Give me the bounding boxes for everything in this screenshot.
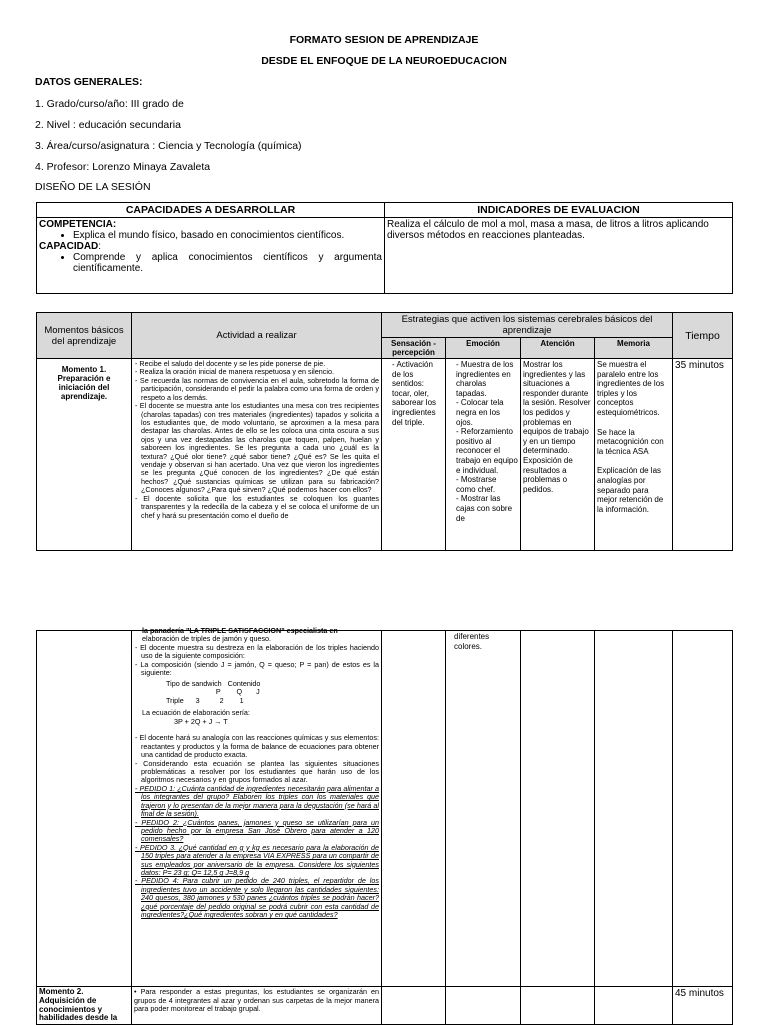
session-table-continued xyxy=(36,626,733,1025)
atencion-cell: Mostrar los ingredientes y las situaciones a responder durante la sesión. Resolver los pedidos y problemas en equipos de trabajo y en un tiempo determinado. Exposición de resultados a problemas o pedidos. xyxy=(521,359,595,551)
memoria-cell xyxy=(595,359,673,551)
ecuacion-label: La ecuación de elaboración sería: xyxy=(142,708,250,718)
grado-line: 1. Grado/curso/año: III grado de xyxy=(35,98,184,110)
memoria-text-2: Se hace la metacognición con la técnica ASA xyxy=(597,427,664,456)
pedido-3: - PEDIDO 3. ¿Qué cantidad en g y kg es necesario para la elaboración de 150 triples para atender a la empresa VIA EXPRESS para un compartir de sus empleados por aniversario de la empresa. Considere los siguientes datos: P= 23 g; Q= 12,5 g J=8,9 g xyxy=(141,844,379,878)
page-title: FORMATO SESION DE APRENDIZAJE xyxy=(289,34,479,46)
emocion-continued: diferentes colores. xyxy=(454,632,490,651)
activity-continued-line: elaboración de triples de jamón y queso. xyxy=(142,634,272,644)
activity-item: - Realiza la oración inicial de manera respetuosa y en silencio. xyxy=(141,368,379,376)
general-heading: DATOS GENERALES: xyxy=(35,76,143,88)
session-table xyxy=(36,312,733,551)
sensacion-item: - Activación de los sentidos: tocar, oler, saborear los ingredientes del triple. xyxy=(392,360,443,427)
capacidad-colon: : xyxy=(98,241,102,252)
memoria-header: Memoria xyxy=(595,338,673,359)
momentos-header: Momentos básicos del aprendizaje xyxy=(37,313,132,359)
memoria-text-3: Explicación de las analogías por separado para mejor retención de la información. xyxy=(597,466,664,514)
activity-item: - Se recuerda las normas de convivencia en el aula, sobretodo la forma de participación, considerando el pedir la palabra como una forma de orden y respeto a los demás. xyxy=(141,377,379,402)
emocion-header: Emoción xyxy=(446,338,521,359)
emocion-item: - Mostrarse como chef. xyxy=(456,475,518,494)
ecuacion: 3P + 2Q + J → T xyxy=(174,716,228,726)
activity-item: - El docente hará su analogía con las reacciones químicas y sus elementos: reactantes y productos y la forma de balance de ecuaciones para obtener una cantidad de producto exacta. xyxy=(141,734,379,759)
composition-table: Tipo de sandwich Contenido P Q J Triple 3 2 1 xyxy=(166,678,261,705)
empty-cell xyxy=(382,987,446,1025)
emocion-cont-cell xyxy=(446,631,521,987)
activity-item: - El docente se muestra ante los estudiantes una mesa con tres recipientes (charolas tapadas) con tres materiales (ingredientes) tapados y solicita a los estudiantes que, de modo voluntario, se aproximen a la mesa para destapar las charolas. Antes de ello se les coloca una cinta oscura a sus ojos y una vez destapadas las charolas que toquen, palpen, huelan y saboreen los ingredientes. Se les pregunta a cada uno ¿cuál es la textura? ¿Qué olor tiene? ¿qué sabor tiene? ¿Qué es? Se les quita el vendaje y observan si han acertado. Una vez que vieron los ingredientes se les pregunta ¿Qué conocen de los ingredientes? ¿De qué están hechos? ¿Qué sustancias químicas se utilizan para su fabricación? ¿Conoces algunos? ¿Para qué sirven? ¿Qué podemos hacer con ellos? xyxy=(141,402,379,495)
momento-1-activities xyxy=(132,359,382,551)
page-subtitle: DESDE EL ENFOQUE DE LA NEUROEDUCACION xyxy=(261,55,507,67)
activity-item: - El docente muestra su destreza en la elaboración de los triples haciendo uso de la siguiente composición: xyxy=(141,644,379,661)
memoria-text-1: Se muestra el paralelo entre los ingredientes de los triples y los conceptos estequiométricos. xyxy=(597,360,665,417)
indicadores-header: INDICADORES DE EVALUACION xyxy=(385,203,733,218)
emocion-item: - Reforzamiento positivo al reconocer el trabajo en equipo e individual. xyxy=(456,427,518,475)
profesor-line: 4. Profesor: Lorenzo Minaya Zavaleta xyxy=(35,161,211,173)
momento-2-activity: Para responder a estas preguntas, los estudiantes se organizarán en grupos de 4 integrantes al azar y ordenan sus carpetas de la mejor manera para poder monitorear el trabajo grupal. xyxy=(134,987,379,1014)
estrategias-header: Estrategias que activen los sistemas cerebrales básicos del aprendizaje xyxy=(382,313,673,338)
pedido-4: - PEDIDO 4: Para cubrir un pedido de 240 triples, el repartidor de los ingredientes tuvo un accidente y solo llegaron las cantidades siguientes: 240 quesos, 380 jamones y 530 panes ¿cuántos triples se podrán hacer? ¿qué porcentaje del pedido original se podrá cubrir con esta cantidad de ingredientes?¿Qué ingredientes sobran y en qué cantidades? xyxy=(141,877,379,919)
activity-item: - La composición (siendo J = jamón, Q = queso; P = pan) de estos es la siguiente: xyxy=(141,661,379,678)
diseno-heading: DISEÑO DE LA SESIÓN xyxy=(35,181,151,193)
activity-item: - Recibe el saludo del docente y se les pide ponerse de pie. xyxy=(141,360,379,368)
activity-item: - Considerando esta ecuación se plantea las siguientes situaciones problemáticas a resolver por los estudiantes que harán uso de los algoritmos necesarios y en grupos formados al azar. xyxy=(141,760,379,785)
pedido-1: - PEDIDO 1: ¿Cuánta cantidad de ingredientes necesitarán para alimentar a los integrantes del grupo? Elaboren los triples con los materiales que trajeron y lo presentan de la mejor manera para la degustación (se hará al final de la sesión). xyxy=(141,785,379,819)
sensacion-header: Sensación - percepción xyxy=(382,338,446,359)
atencion-header: Atención xyxy=(521,338,595,359)
indicador-cell: Realiza el cálculo de mol a mol, masa a masa, de litros a litros aplicando diversos métodos en reacciones planteadas. xyxy=(385,218,733,294)
competencia-label: COMPETENCIA: xyxy=(39,219,117,230)
atencion-cont-cell xyxy=(521,631,595,987)
momento-2-label: Momento 2. Adquisición de conocimientos y habilidades desde la xyxy=(37,987,132,1025)
momento-1-activities-continued xyxy=(132,626,382,987)
sensacion-cont-cell xyxy=(382,631,446,987)
nivel-line: 2. Nivel : educación secundaria xyxy=(35,119,181,131)
emocion-item: - Mostrar las cajas con sobre de xyxy=(456,494,518,523)
momento-cont-cell xyxy=(37,631,132,987)
actividad-header: Actividad a realizar xyxy=(132,313,382,359)
tiempo-cont-cell xyxy=(673,631,733,987)
cut-heading: la panadería "LA TRIPLE SATISFACCION" especialista en xyxy=(142,626,338,635)
empty-cell xyxy=(521,987,595,1025)
design-table xyxy=(36,202,733,294)
pedido-2: - PEDIDO 2: ¿Cuántos panes, jamones y queso se utilizarían para un pedido hecho por la empresa San José Obrero para atender a 120 comensales? xyxy=(141,819,379,844)
capacidad-item: • Comprende y aplica conocimientos científicos y argumenta científicamente. xyxy=(73,252,382,274)
momento-1-label: Momento 1. Preparación e iniciación del aprendizaje. xyxy=(37,359,132,551)
tiempo-header: Tiempo xyxy=(673,313,733,359)
empty-cell xyxy=(446,987,521,1025)
area-line: 3. Área/curso/asignatura : Ciencia y Tecnología (química) xyxy=(35,140,302,152)
empty-cell xyxy=(595,987,673,1025)
momento-1-tiempo: 35 minutos xyxy=(673,359,733,551)
emocion-item: - Muestra de los ingredientes en charolas tapadas. xyxy=(456,360,518,398)
memoria-cont-cell xyxy=(595,631,673,987)
capacidades-cell xyxy=(37,218,385,294)
emocion-cell xyxy=(446,359,521,551)
competencia-item: • Explica el mundo físico, basado en conocimientos científicos. xyxy=(73,230,382,241)
capacidad-label: CAPACIDAD xyxy=(39,241,99,252)
bullet-icon: • xyxy=(134,987,137,996)
emocion-item: - Colocar tela negra en los ojos. xyxy=(456,398,518,427)
momento-2-tiempo: 45 minutos xyxy=(673,987,733,1025)
activity-item: - El docente solicita que los estudiantes se coloquen los guantes transparentes y la redecilla de la cabeza y el se coloca el uniforme de un chef y hará su presentación como el dueño de xyxy=(141,495,379,520)
momento-2-activities xyxy=(132,987,382,1025)
sensacion-cell xyxy=(382,359,446,551)
capacidades-header: CAPACIDADES A DESARROLLAR xyxy=(37,203,385,218)
